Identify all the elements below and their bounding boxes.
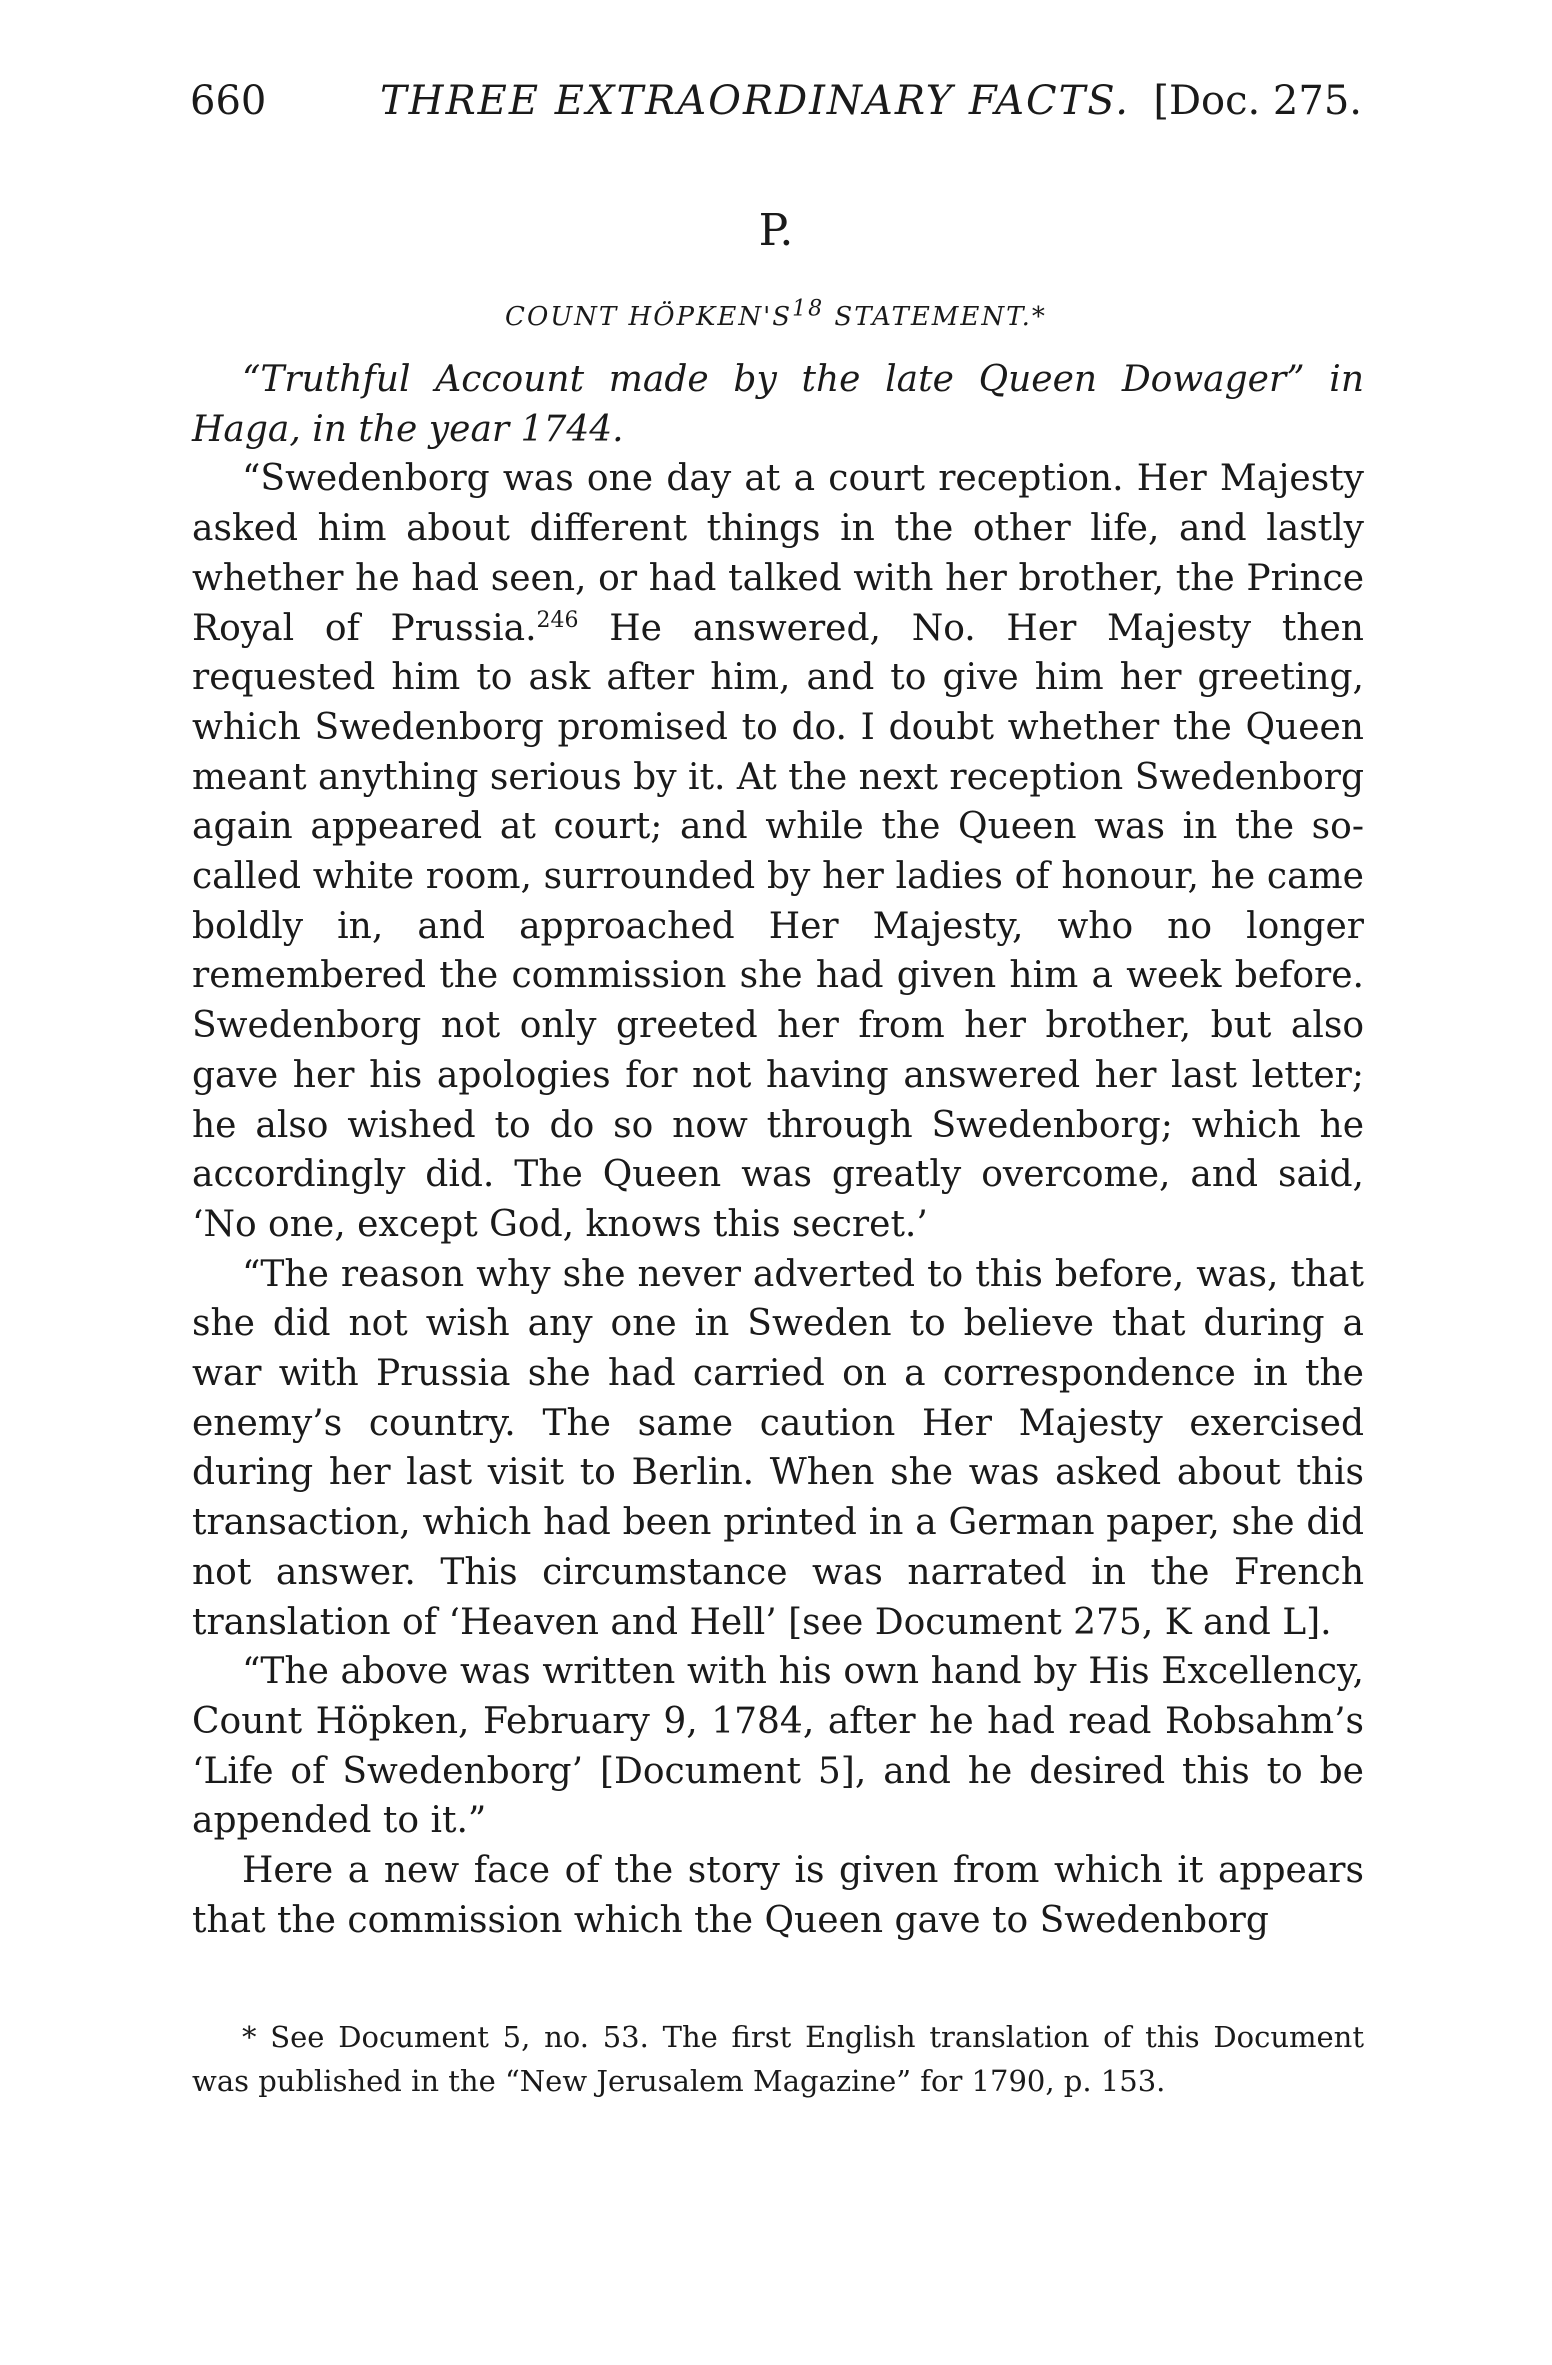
footnote-ref-246: 246 bbox=[536, 607, 579, 633]
running-title: THREE EXTRAORDINARY FACTS. bbox=[380, 78, 1130, 124]
paragraph-1-part-a: “Swedenborg was one day at a court reception. Her Majesty asked him about different things in the other life, and lastly whether he had seen, or had talked with her brother, the Prince Royal of Prussia. bbox=[192, 458, 1364, 649]
paragraph-1 bbox=[192, 454, 1364, 1249]
page-number: 660 bbox=[190, 78, 267, 124]
paragraph-1-part-b: He answered, No. Her Majesty then requested him to ask after him, and to give him her greeting, which Swedenborg promised to do. I doubt whether the Queen meant anything serious by it. At the next reception Swedenborg again appeared at court; and while the Queen was in the so-called white room, surrounded by her ladies of honour, he came boldly in, and approached Her Majesty, who no longer remembered the commission she had given him a week before. Swedenborg not only greeted her from her brother, but also gave her his apologies for not having answered her last letter; he also wished to do so now through Swedenborg; which he accordingly did. The Queen was greatly overcome, and said, ‘No one, except God, knows this secret.’ bbox=[192, 607, 1364, 1245]
document-reference: [Doc. 275. bbox=[1153, 78, 1362, 124]
body-text bbox=[192, 355, 1364, 1946]
heading-note-ref: 18 bbox=[792, 296, 825, 322]
section-heading-end: STATEMENT.* bbox=[824, 302, 1047, 332]
running-header bbox=[190, 78, 1362, 132]
intro-paragraph: “Truthful Account made by the late Queen Dowager” in Haga, in the year 1744. bbox=[192, 359, 1364, 450]
section-heading bbox=[0, 296, 1552, 332]
section-heading-text: COUNT HÖPKEN'S bbox=[505, 302, 793, 332]
paragraph-2: “The reason why she never adverted to this before, was, that she did not wish any one in Sweden to believe that during a war with Prussia she had carried on a correspondence in the enemy’s country. The same caution Her Majesty exercised during her last visit to Berlin. When she was asked about this transaction, which had been printed in a German paper, she did not answer. This circumstance was narrated in the French translation of ‘Heaven and Hell’ [see Document 275, K and L]. bbox=[192, 1253, 1364, 1643]
section-letter: P. bbox=[758, 205, 794, 256]
footnote: * See Document 5, no. 53. The first English translation of this Document was published in the “New Jerusalem Magazine” for 1790, p. 153. bbox=[192, 2020, 1364, 2098]
paragraph-4: Here a new face of the story is given from which it appears that the commission which the Queen gave to Swedenborg bbox=[192, 1850, 1364, 1941]
paragraph-3: “The above was written with his own hand by His Excellency, Count Höpken, February 9, 1784, after he had read Robsahm’s ‘Life of Swedenborg’ [Document 5], and he desired this to be appended to it.” bbox=[192, 1651, 1364, 1842]
